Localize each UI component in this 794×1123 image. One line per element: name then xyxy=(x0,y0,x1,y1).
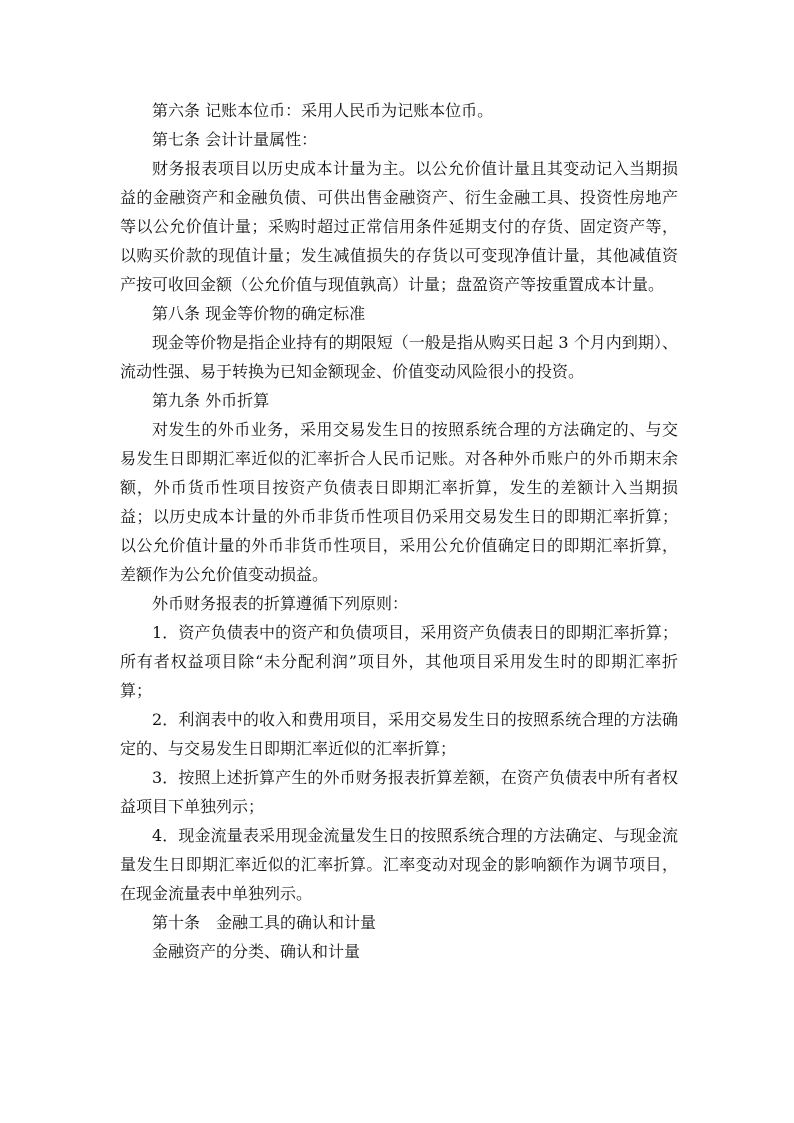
principle-item-1: 1．资产负债表中的资产和负债项目，采用资产负债表日的即期汇率折算；所有者权益项目除“未分配利润”项目外，其他项目采用发生时的即期汇率折算； xyxy=(120,623,678,700)
principle-item-4: 4．现金流量表采用现金流量发生日的按照系统合理的方法确定、与现金流量发生日即期汇率近似的汇率折算。汇率变动对现金的影响额作为调节项目，在现金流量表中单独列示。 xyxy=(120,826,678,903)
article-7-body: 财务报表项目以历史成本计量为主。以公允价值计量且其变动记入当期损益的金融资产和金融负债、可供出售金融资产、衍生金融工具、投资性房地产等以公允价值计量；采购时超过正常信用条件延期支付的存货、固定资产等，以购买价款的现值计量；发生减值损失的存货以可变现净值计量，其他减值资产按可收回金额（公允价值与现值孰高）计量；盘盈资产等按重置成本计量。 xyxy=(120,159,678,294)
principle-item-3: 3．按照上述折算产生的外币财务报表折算差额，在资产负债表中所有者权益项目下单独列示； xyxy=(120,768,678,816)
article-7-heading: 第七条 会计计量属性： xyxy=(152,130,318,149)
article-9-body: 对发生的外币业务，采用交易发生日的按照系统合理的方法确定的、与交易发生日即期汇率近似的汇率折合人民币记账。对各种外币账户的外币期末余额，外币货币性项目按资产负债表日即期汇率折算，发生的差额计入当期损益；以历史成本计量的外币非货币性项目仍采用交易发生日的即期汇率折算；以公允价值计量的外币非货币性项目，采用公允价值确定日的即期汇率折算，差额作为公允价值变动损益。 xyxy=(120,420,678,584)
financial-assets-subheading: 金融资产的分类、确认和计量 xyxy=(152,942,361,961)
article-8-body: 现金等价物是指企业持有的期限短（一般是指从购买日起 3 个月内到期）、流动性强、易于转换为已知金额现金、价值变动风险很小的投资。 xyxy=(120,333,678,381)
article-10-heading: 第十条 金融工具的确认和计量 xyxy=(152,913,377,932)
translation-principles-intro: 外币财务报表的折算遵循下列原则： xyxy=(152,594,409,613)
document-body xyxy=(120,96,678,966)
article-6-heading: 第六条 记账本位币：采用人民币为记账本位币。 xyxy=(152,101,494,120)
principle-item-2: 2．利润表中的收入和费用项目，采用交易发生日的按照系统合理的方法确定的、与交易发生日即期汇率近似的汇率折算； xyxy=(120,710,678,758)
article-8-heading: 第八条 现金等价物的确定标准 xyxy=(152,304,366,323)
article-9-heading: 第九条 外币折算 xyxy=(152,391,270,410)
